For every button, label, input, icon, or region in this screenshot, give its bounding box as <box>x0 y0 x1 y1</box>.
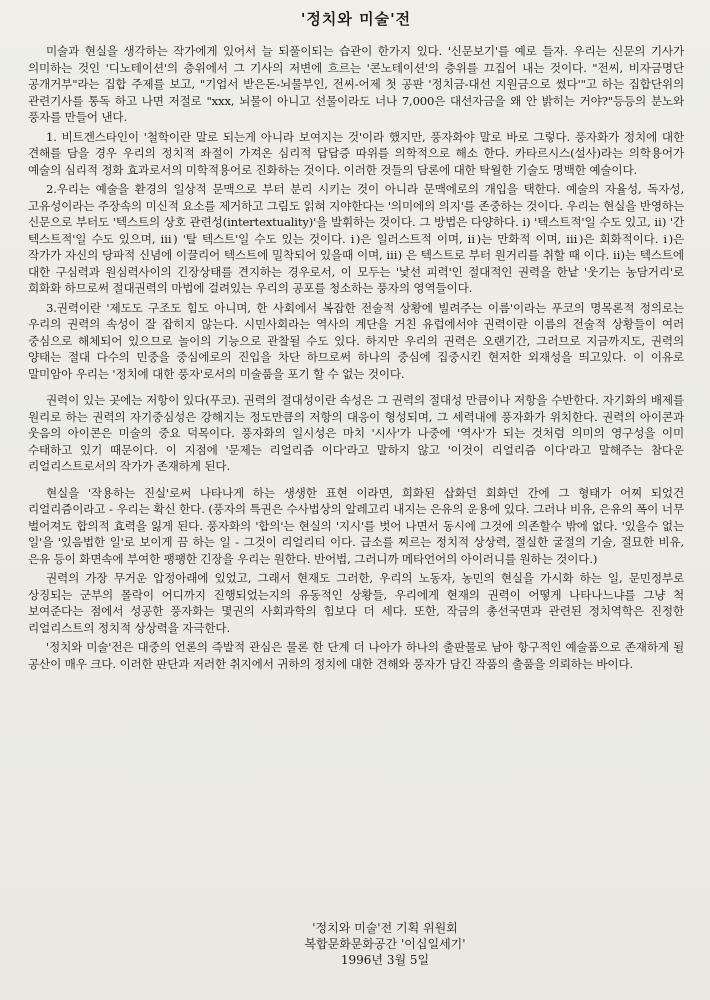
signature-block <box>0 920 710 968</box>
paragraph-point-3: 3.권력이란 '제도도 구조도 힘도 아니며, 한 사회에서 복잡한 전술적 상황에 빌려주는 이름'이라는 푸코의 명목론적 정의로는 우리의 권력의 속성이 잘 잡히지 않는다. 시민사회라는 역사의 계단을 거친 유럽에서야 권력이란 이름의 전술적 상황들이 여러 중심으로 해체되어 있으므로 놀이의 기능으로 관찰될 수도 있다. 하지만 우리의 권력은 오랜기간, 그러므로 지금까지도, 권력의 양태는 절대 다수의 민중을 중심에로의 진입을 차단 하므로써 하나의 중심에 집중시킨 현저한 외재성을 띄고있다. 이 이유로 말미암아 우리는 '정치에 대한 풍자'로서의 미술품을 포기 할 수 없는 것이다. <box>28 300 684 381</box>
paragraph-point-2: 2.우리는 예술을 환경의 일상적 문맥으로 부터 분리 시키는 것이 아니라 문맥에로의 개입을 택한다. 예술의 자율성, 독자성, 고유성이라는 주장속의 미신적 요소를 제거하고 그림도 읽혀 지야한다는 '의미에의 의지'를 존중하는 것이다. 우리는 현실을 반영하는 신문으로 부터도 '텍스트의 상호 관련성(intertextuality)'을 발휘하는 것이다. 그 방법은 다양하다. ⅰ) '텍스트적'일 수도 있고, ⅱ) '간 텍스트적'일 수도 있으며, ⅲ) '탈 텍스트'일 수도 있는 것이다. ⅰ)은 일러스트적 이며, ⅱ)는 만화적 이며, ⅲ)은 회화적이다. ⅰ)은 작가가 자신의 당파적 신념에 이끌리어 텍스트에 밀착되어 있을때 이며, ⅲ) 은 텍스트로 부터 원거리를 취할 때 이다. ⅱ)는 텍스트에 대한 구심력과 원심력사이의 긴장상태를 견지하는 경우로서, 이 모두는 '낯선 피력'인 절대적인 권력을 한낱 '웃기는 농담거리'로 희화화 하므로써 절대권력의 마법에 걸려있는 우리의 공포를 청소하는 풍자의 영역들이다. <box>28 182 684 295</box>
signature-committee: '정치와 미술'전 기획 위원회 <box>312 921 458 935</box>
paragraph-point-1: 1. 비트겐스타인이 '철학이란 말로 되는게 아니라 보여지는 것'이라 했지만, 풍자화야 말로 바로 그렇다. 풍자화가 정치에 대한 견해를 담을 경우 우리의 정치적 좌절이 가져온 심리적 답답증 따위를 의학적으로 해소 한다. 카타르시스(설사)라는 의학용어가 예술의 심리적 정화 효과로서의 미학적용어로 진화하는 것이다. 이러한 것들의 담론에 대한 탁월한 기술도 명백한 예술이다. <box>28 129 684 177</box>
paragraph-request: '정치와 미술'전은 대중의 언론의 즉발적 관심은 물론 한 단계 더 나아가 하나의 출판물로 남아 항구적인 예술품으로 존재하게 될 공산이 매우 크다. 이러한 판단과 저러한 취지에서 귀하의 정치에 대한 견해와 풍자가 담긴 작품의 출품을 의뢰하는 바이다. <box>28 640 684 671</box>
document-title: '정치와 미술'전 <box>300 10 412 28</box>
signature-date: 1996년 3월 5일 <box>340 953 430 967</box>
paragraph-realism: 현실을 '작용하는 진실'로써 나타나게 하는 생생한 표현 이라면, 희화된 삽화던 회화던 간에 그 형태가 어찌 되었건 리얼리즘이라고 - 우리는 확신 한다. (풍자의 특권은 수사법상의 알레고리 내지는 은유의 운용에 있다. 그러나 비유, 은유의 폭이 너무 벌어져도 합의적 효력을 잃게 된다. 풍자화의 '합의'는 현실의 '지시'를 벗어 나면서 동시에 그것에 의존할수 밖에 없다. '있을수 없는 일'을 '있음법한 일'로 보이게 끔 하는 일 - 그것이 리얼리티 이다. 급소를 찌르는 정치적 상상력, 절실한 굴절의 기술, 절묘한 비유, 은유 등이 화면속에 부여한 팽팽한 긴장을 우리는 원한다. 반어법, 그러니까 메타언어의 아이러니를 원하는 것이다.) <box>28 485 684 566</box>
signature-organization: 복합문화문화공간 '이십일세기' <box>304 937 466 951</box>
paragraph-resistance: 권력이 있는 곳에는 저항이 있다(푸코). 권력의 절대성이란 속성은 그 권력의 절대성 만큼이나 저항을 수반한다. 자기화의 배제를 원리로 하는 권력의 자기중심성은 강해지는 정도만큼의 저항의 대응이 형성되며, 그 세력내에 풍자화가 위치한다. 권력의 아이콘과 웃음의 아이콘은 미술의 중요 덕목이다. 풍자화의 일시성은 마치 '시사'가 나중에 '역사'가 되는 것처럼 의미의 영구성을 이미 수태하고 있기 때문이다. 이 지점에 '문제는 리얼리즘 이다'라고 말하지 않고 '이것이 리얼리즘 이다'라고 말해주는 참다운 리얼리스트로서의 작가가 존재하게 된다. <box>28 393 684 473</box>
paragraph-intro: 미술과 현실을 생각하는 작가에게 있어서 늘 되풀이되는 습관이 한가지 있다. '신문보기'를 예로 들자. 우리는 신문의 기사가 의미하는 것인 '디노테이션'의 층위에서 그 기사의 저변에 흐르는 '콘노테이션'의 층위를 끄집어 내는 것이다. "전씨, 비자금명단 공개거부"라는 집합 주제를 보고, "기업서 받은돈-뇌물부인, 전씨-어제 첫 공판 '정치금-대선 지원금으로 썼다'"고 하는 집합단위의 관련기사를 통독 하고 나면 저절로 "xxx, 뇌물이 아니고 선물이라도 너나 7,000은 대선자금을 왜 안 밝히는 거야?"등등의 분노와 풍자를 만들어 낸다. <box>28 44 684 124</box>
document-body <box>28 43 684 672</box>
paragraph-power: 권력의 가장 무거운 압정아래에 있었고, 그래서 현재도 그러한, 우리의 노동자, 농민의 현실을 가시화 하는 일, 문민정부로 상징되는 군부의 몰락이 어디까지 진행되었는지의 유동적인 상황들, 우리에게 현재의 권력이 어떻게 나타나느냐를 그냥 척 보여준다는 점에서 성공한 풍자화는 몇권의 사회과학의 힘보다 더 세다. 또한, 작금의 총선국면과 관련된 정치역학은 진정한 리얼리스트의 정치적 상상력을 자극한다. <box>28 571 684 635</box>
